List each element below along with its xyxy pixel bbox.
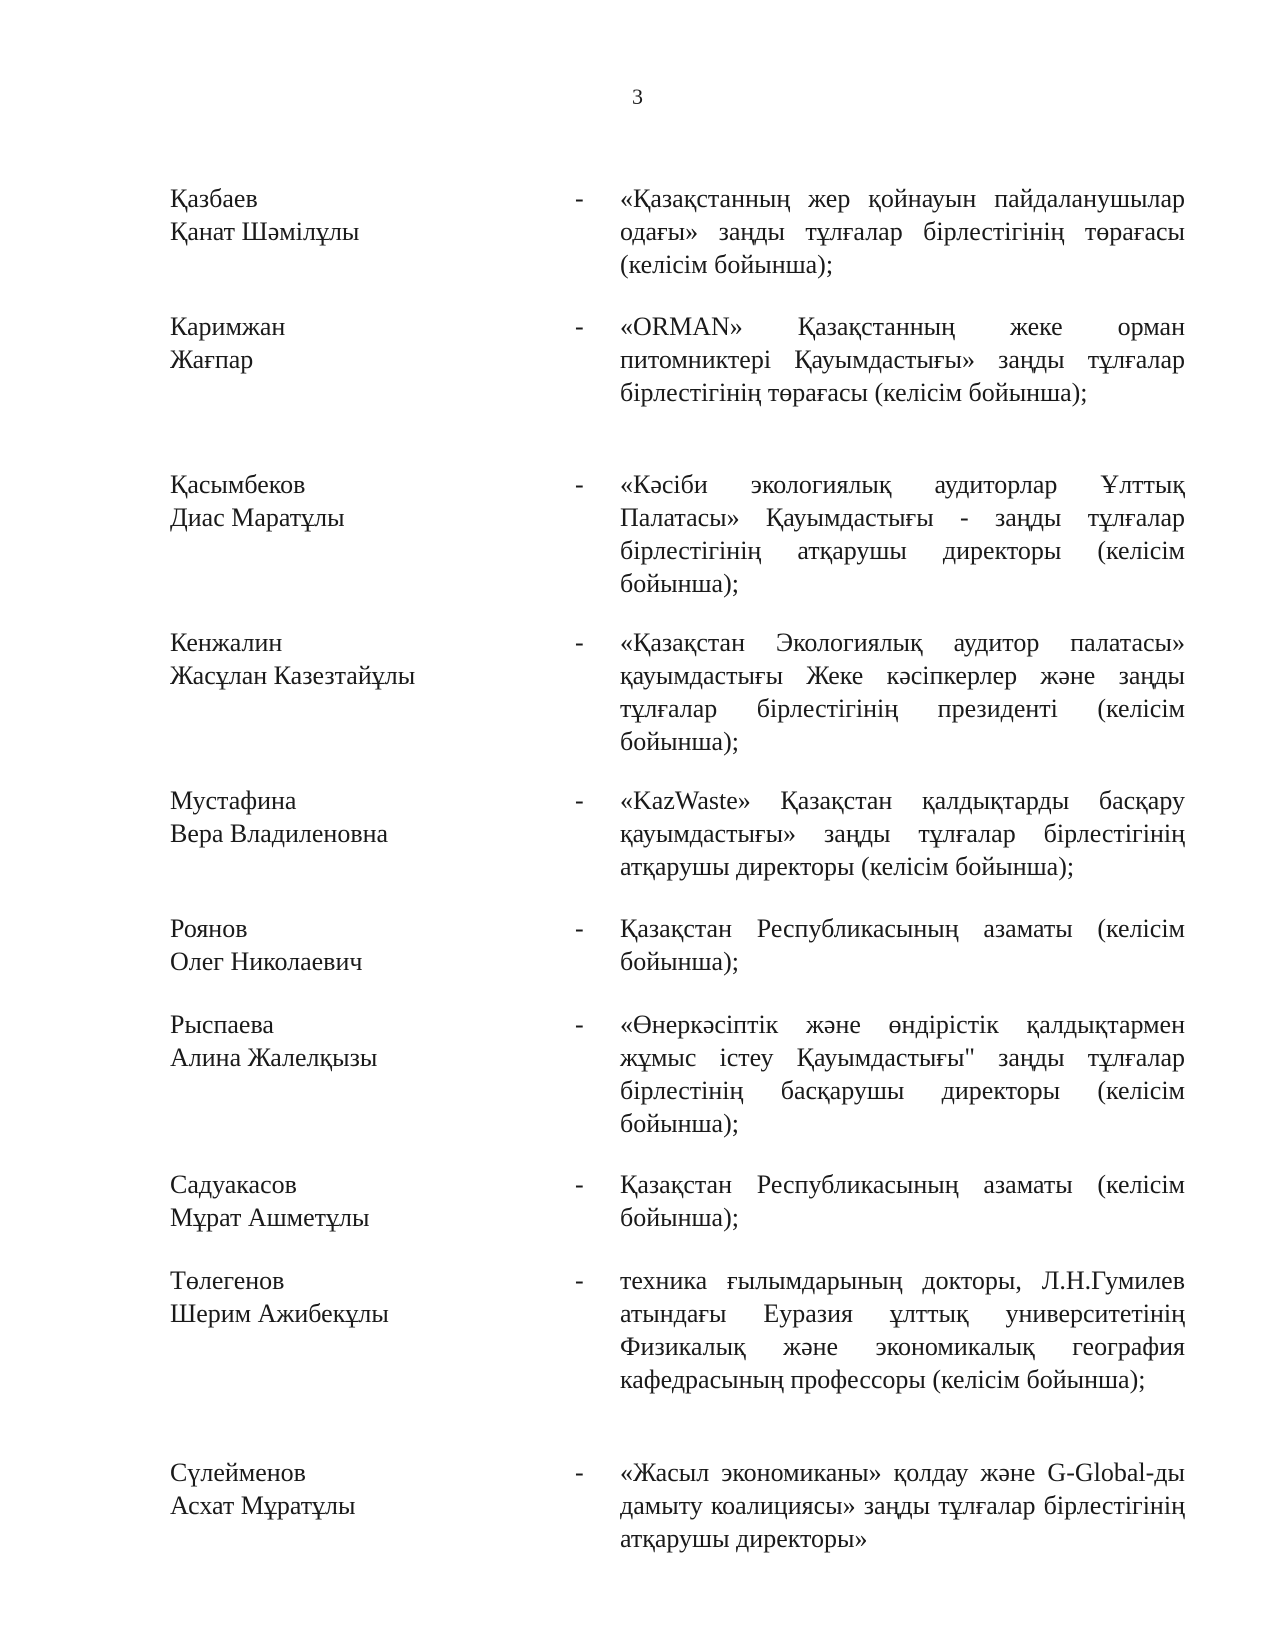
member-description: «Кәсіби экологиялық аудиторлар Ұлттық Палатасы» Қауымдастығы - заңды тұлғалар бірлестігінің атқарушы директоры (келісім бойынша); [620,470,1185,598]
separator-dash: - [575,312,584,341]
list-item [0,468,1275,626]
list-item [0,1456,1275,1556]
member-description: Қазақстан Республикасының азаматы (келісім бойынша); [620,914,1185,976]
member-surname: Кенжалин [170,628,283,657]
member-name [170,784,550,850]
member-surname: Қазбаев [170,184,258,213]
member-surname: Сүлейменов [170,1458,306,1487]
list-item [0,784,1275,912]
member-given-name: Асхат Мұратұлы [170,1491,356,1520]
member-name [170,1264,550,1330]
member-surname: Каримжан [170,312,286,341]
member-surname: Қасымбеков [170,470,306,499]
list-item [0,182,1275,310]
member-surname: Рыспаева [170,1010,274,1039]
member-description: «Қазақстан Экологиялық аудитор палатасы» қауымдастығы Жеке кәсіпкерлер және заңды тұлғалар бірлестігінің президенті (келісім бойынша); [620,628,1185,756]
list-item [0,1264,1275,1456]
list-item [0,1168,1275,1264]
separator-dash: - [575,628,584,657]
list-item [0,626,1275,784]
member-given-name: Диас Маратұлы [170,503,345,532]
page-number: 3 [632,84,643,109]
member-name [170,1168,550,1234]
member-description: Қазақстан Республикасының азаматы (келісім бойынша); [620,1170,1185,1232]
separator-dash: - [575,470,584,499]
member-name [170,310,550,376]
separator-dash: - [575,1170,584,1199]
separator-dash: - [575,1266,584,1295]
member-name [170,182,550,248]
separator-dash: - [575,786,584,815]
member-given-name: Қанат Шәмілұлы [170,217,360,246]
member-given-name: Жасұлан Казезтайұлы [170,661,416,690]
member-surname: Төлегенов [170,1266,285,1295]
member-name [170,626,550,692]
member-list [0,182,1275,1556]
member-description: техника ғылымдарының докторы, Л.Н.Гумилев атындағы Еуразия ұлттық университетінің Физикалық және экономикалық география кафедрасының профессоры (келісім бойынша); [620,1266,1185,1394]
member-surname: Садуакасов [170,1170,297,1199]
member-description: «KazWaste» Қазақстан қалдықтарды басқару қауымдастығы» заңды тұлғалар бірлестігінің атқарушы директоры (келісім бойынша); [620,786,1185,881]
separator-dash: - [575,184,584,213]
member-name [170,912,550,978]
member-name [170,1456,550,1522]
member-description: «Қазақстанның жер қойнауын пайдаланушылар одағы» заңды тұлғалар бірлестігінің төрағасы (келісім бойынша); [620,184,1185,279]
list-item [0,310,1275,468]
member-surname: Роянов [170,914,248,943]
member-surname: Мустафина [170,786,297,815]
member-name [170,468,550,534]
member-description: «ORMAN» Қазақстанның жеке орман питомниктері Қауымдастығы» заңды тұлғалар бірлестігінің төрағасы (келісім бойынша); [620,312,1185,407]
separator-dash: - [575,1010,584,1039]
member-description: «Өнеркәсіптік және өндірістік қалдықтармен жұмыс істеу Қауымдастығы" заңды тұлғалар бірлестінің басқарушы директоры (келісім бойынша); [620,1010,1185,1138]
separator-dash: - [575,914,584,943]
member-description: «Жасыл экономиканы» қолдау және G-Global-ды дамыту коалициясы» заңды тұлғалар бірлестігінің атқарушы директоры» [620,1458,1185,1553]
list-item [0,1008,1275,1168]
member-name [170,1008,550,1074]
member-given-name: Мұрат Ашметұлы [170,1203,370,1232]
member-given-name: Олег Николаевич [170,947,363,976]
member-given-name: Жағпар [170,345,254,374]
separator-dash: - [575,1458,584,1487]
member-given-name: Алина Жалелқызы [170,1043,378,1072]
member-given-name: Вера Владиленовна [170,819,389,848]
list-item [0,912,1275,1008]
member-given-name: Шерим Ажибекұлы [170,1299,389,1328]
